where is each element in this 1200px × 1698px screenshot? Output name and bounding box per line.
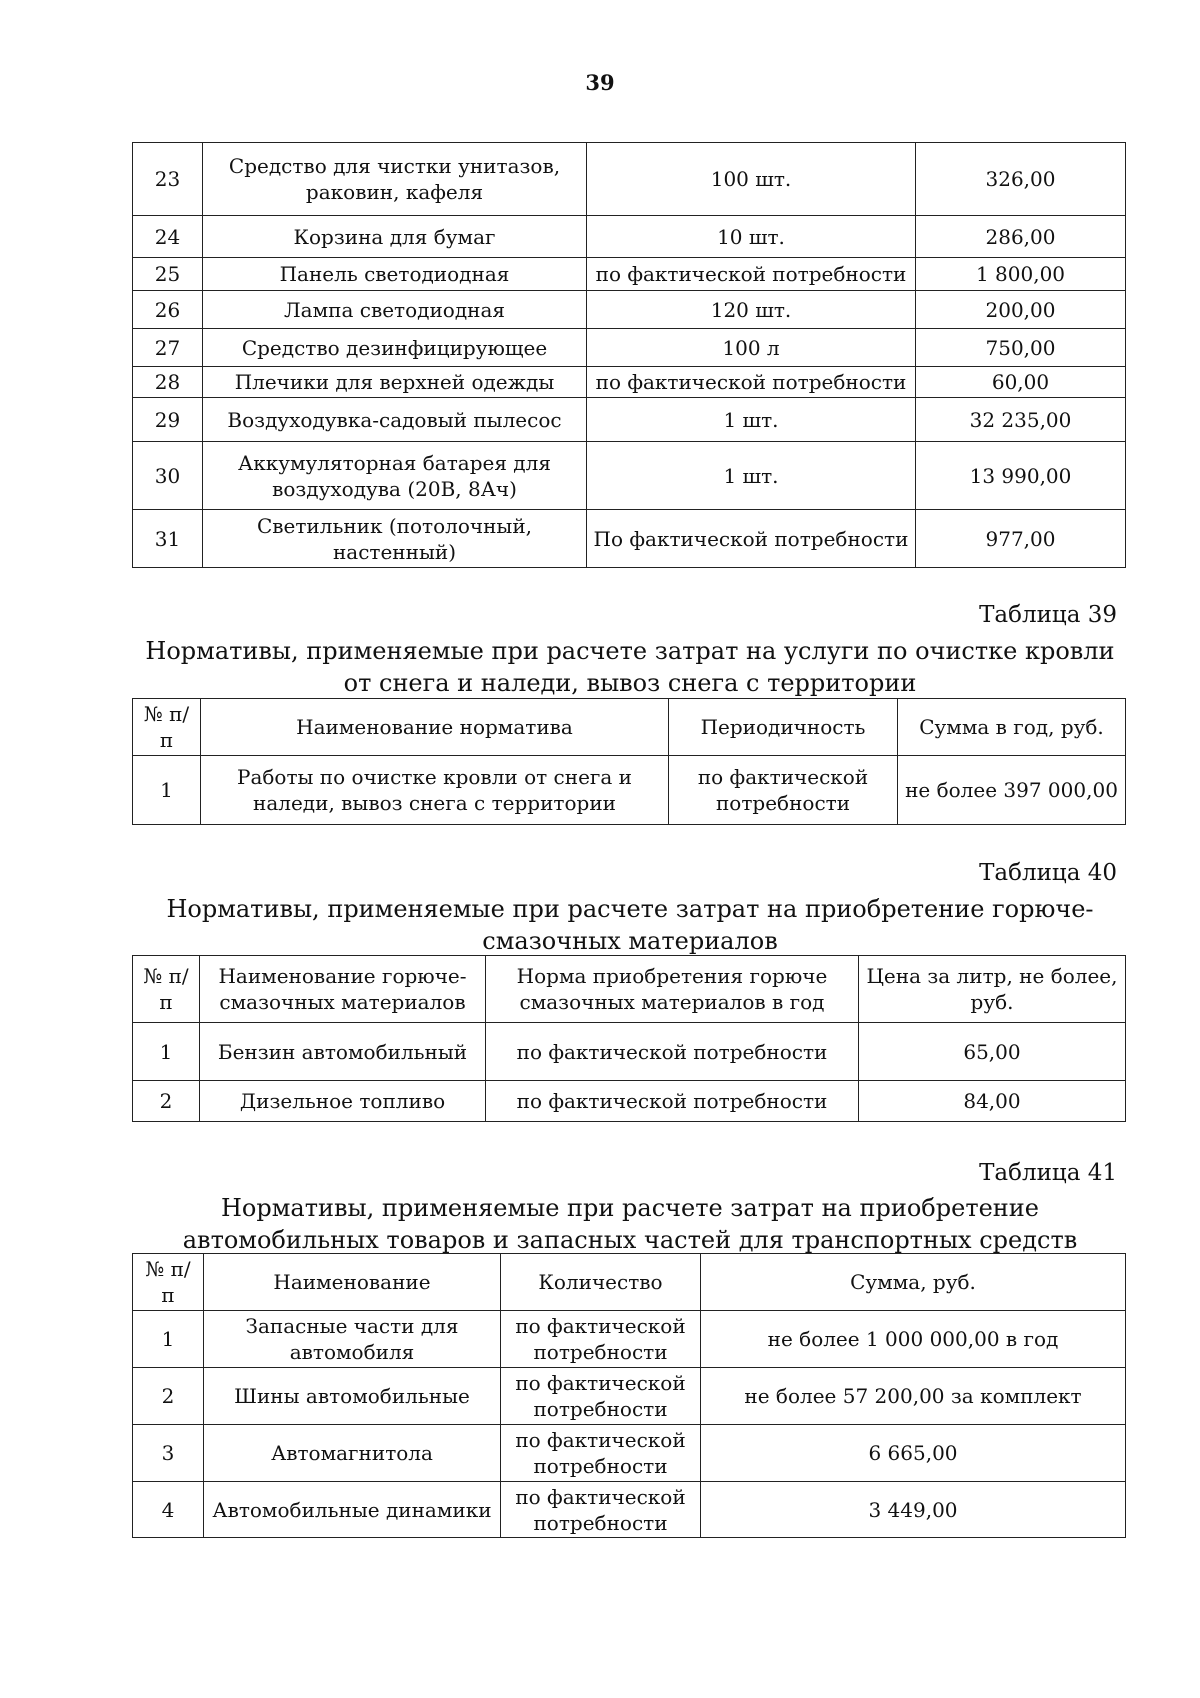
item-name: Лампа светодиодная [203,291,587,329]
table-41 [132,1253,1126,1538]
row-number: 1 [133,756,201,825]
table-40-title: Нормативы, применяемые при расчете затрат на приобретение горюче-смазочных материалов [166,895,1094,955]
row-number: 30 [133,442,203,510]
item-sum: 3 449,00 [701,1482,1126,1538]
column-header: Сумма, руб. [701,1254,1126,1311]
table-39-caption: Таблица 39 [979,602,1117,628]
row-number: 1 [133,1023,200,1081]
item-quantity: 100 л [587,329,916,367]
row-number: 3 [133,1425,204,1482]
item-name: Аккумуляторная батарея для воздуходува (20В, 8Ач) [203,442,587,510]
table-38-continuation [132,142,1126,568]
item-name: Средство для чистки унитазов, раковин, кафеля [203,143,587,216]
table-39-title: Нормативы, применяемые при расчете затрат на услуги по очистке кровли от снега и наледи, вывоз снега с территории [145,637,1115,697]
item-quantity: 10 шт. [587,216,916,258]
column-header: Количество [501,1254,701,1311]
table-header-row [133,699,1126,756]
table-41-caption: Таблица 41 [979,1160,1117,1186]
item-name: Панель светодиодная [203,258,587,291]
table-40-caption: Таблица 40 [979,860,1117,886]
fuel-name: Дизельное топливо [200,1081,486,1122]
row-number: 28 [133,367,203,398]
row-number: 31 [133,510,203,568]
table-row [133,367,1126,398]
column-header: Наименование норматива [201,699,669,756]
item-price: 13 990,00 [916,442,1126,510]
item-name: Воздуходувка-садовый пылесос [203,398,587,442]
item-quantity: по фактической потребности [501,1368,701,1425]
row-number: 29 [133,398,203,442]
page-number: 39 [585,70,615,95]
table-row [133,756,1126,825]
row-number: 4 [133,1482,204,1538]
fuel-name: Бензин автомобильный [200,1023,486,1081]
table-row [133,291,1126,329]
item-sum: не более 57 200,00 за комплект [701,1368,1126,1425]
purchase-norm: по фактической потребности [486,1081,859,1122]
price-per-liter: 84,00 [859,1081,1126,1122]
table-row [133,1482,1126,1538]
item-price: 32 235,00 [916,398,1126,442]
table-row [133,442,1126,510]
purchase-norm: по фактической потребности [486,1023,859,1081]
table-row [133,1081,1126,1122]
column-header: Наименование [204,1254,501,1311]
item-quantity: по фактической потребности [501,1482,701,1538]
item-name: Автомагнитола [204,1425,501,1482]
table-header-row [133,1254,1126,1311]
table-40 [132,955,1126,1122]
table-row [133,143,1126,216]
item-name: Автомобильные динамики [204,1482,501,1538]
item-price: 977,00 [916,510,1126,568]
item-quantity: По фактической потребности [587,510,916,568]
table-row [133,510,1126,568]
item-name: Плечики для верхней одежды [203,367,587,398]
row-number: 23 [133,143,203,216]
table-row [133,1368,1126,1425]
periodicity: по фактической потребности [669,756,898,825]
item-price: 200,00 [916,291,1126,329]
item-name: Корзина для бумаг [203,216,587,258]
table-row [133,329,1126,367]
column-header: № п/п [133,699,201,756]
row-number: 25 [133,258,203,291]
row-number: 27 [133,329,203,367]
table-row [133,1023,1126,1081]
row-number: 24 [133,216,203,258]
item-quantity: 1 шт. [587,398,916,442]
item-quantity: 120 шт. [587,291,916,329]
table-row [133,1425,1126,1482]
item-price: 1 800,00 [916,258,1126,291]
column-header: Периодичность [669,699,898,756]
item-price: 286,00 [916,216,1126,258]
column-header: Норма приобретения горюче смазочных материалов в год [486,956,859,1023]
column-header: Цена за литр, не более, руб. [859,956,1126,1023]
item-quantity: по фактической потребности [501,1425,701,1482]
table-41-title: Нормативы, применяемые при расчете затрат на приобретение автомобильных товаров и запасных частей для транспортных средств [182,1194,1078,1254]
column-header: Наименование горюче-смазочных материалов [200,956,486,1023]
table-39 [132,698,1126,825]
item-quantity: по фактической потребности [501,1311,701,1368]
table-row [133,258,1126,291]
row-number: 2 [133,1368,204,1425]
annual-sum: не более 397 000,00 [898,756,1126,825]
column-header: Сумма в год, руб. [898,699,1126,756]
item-quantity: по фактической потребности [587,258,916,291]
item-sum: не более 1 000 000,00 в год [701,1311,1126,1368]
row-number: 2 [133,1081,200,1122]
item-sum: 6 665,00 [701,1425,1126,1482]
item-quantity: 1 шт. [587,442,916,510]
item-name: Средство дезинфицирующее [203,329,587,367]
price-per-liter: 65,00 [859,1023,1126,1081]
table-row [133,216,1126,258]
item-price: 60,00 [916,367,1126,398]
item-price: 326,00 [916,143,1126,216]
row-number: 1 [133,1311,204,1368]
table-row [133,1311,1126,1368]
norm-name: Работы по очистке кровли от снега и наледи, вывоз снега с территории [201,756,669,825]
item-price: 750,00 [916,329,1126,367]
item-name: Запасные части для автомобиля [204,1311,501,1368]
item-quantity: по фактической потребности [587,367,916,398]
column-header: № п/п [133,1254,204,1311]
column-header: № п/п [133,956,200,1023]
row-number: 26 [133,291,203,329]
item-name: Светильник (потолочный, настенный) [203,510,587,568]
item-quantity: 100 шт. [587,143,916,216]
item-name: Шины автомобильные [204,1368,501,1425]
table-row [133,398,1126,442]
table-header-row [133,956,1126,1023]
